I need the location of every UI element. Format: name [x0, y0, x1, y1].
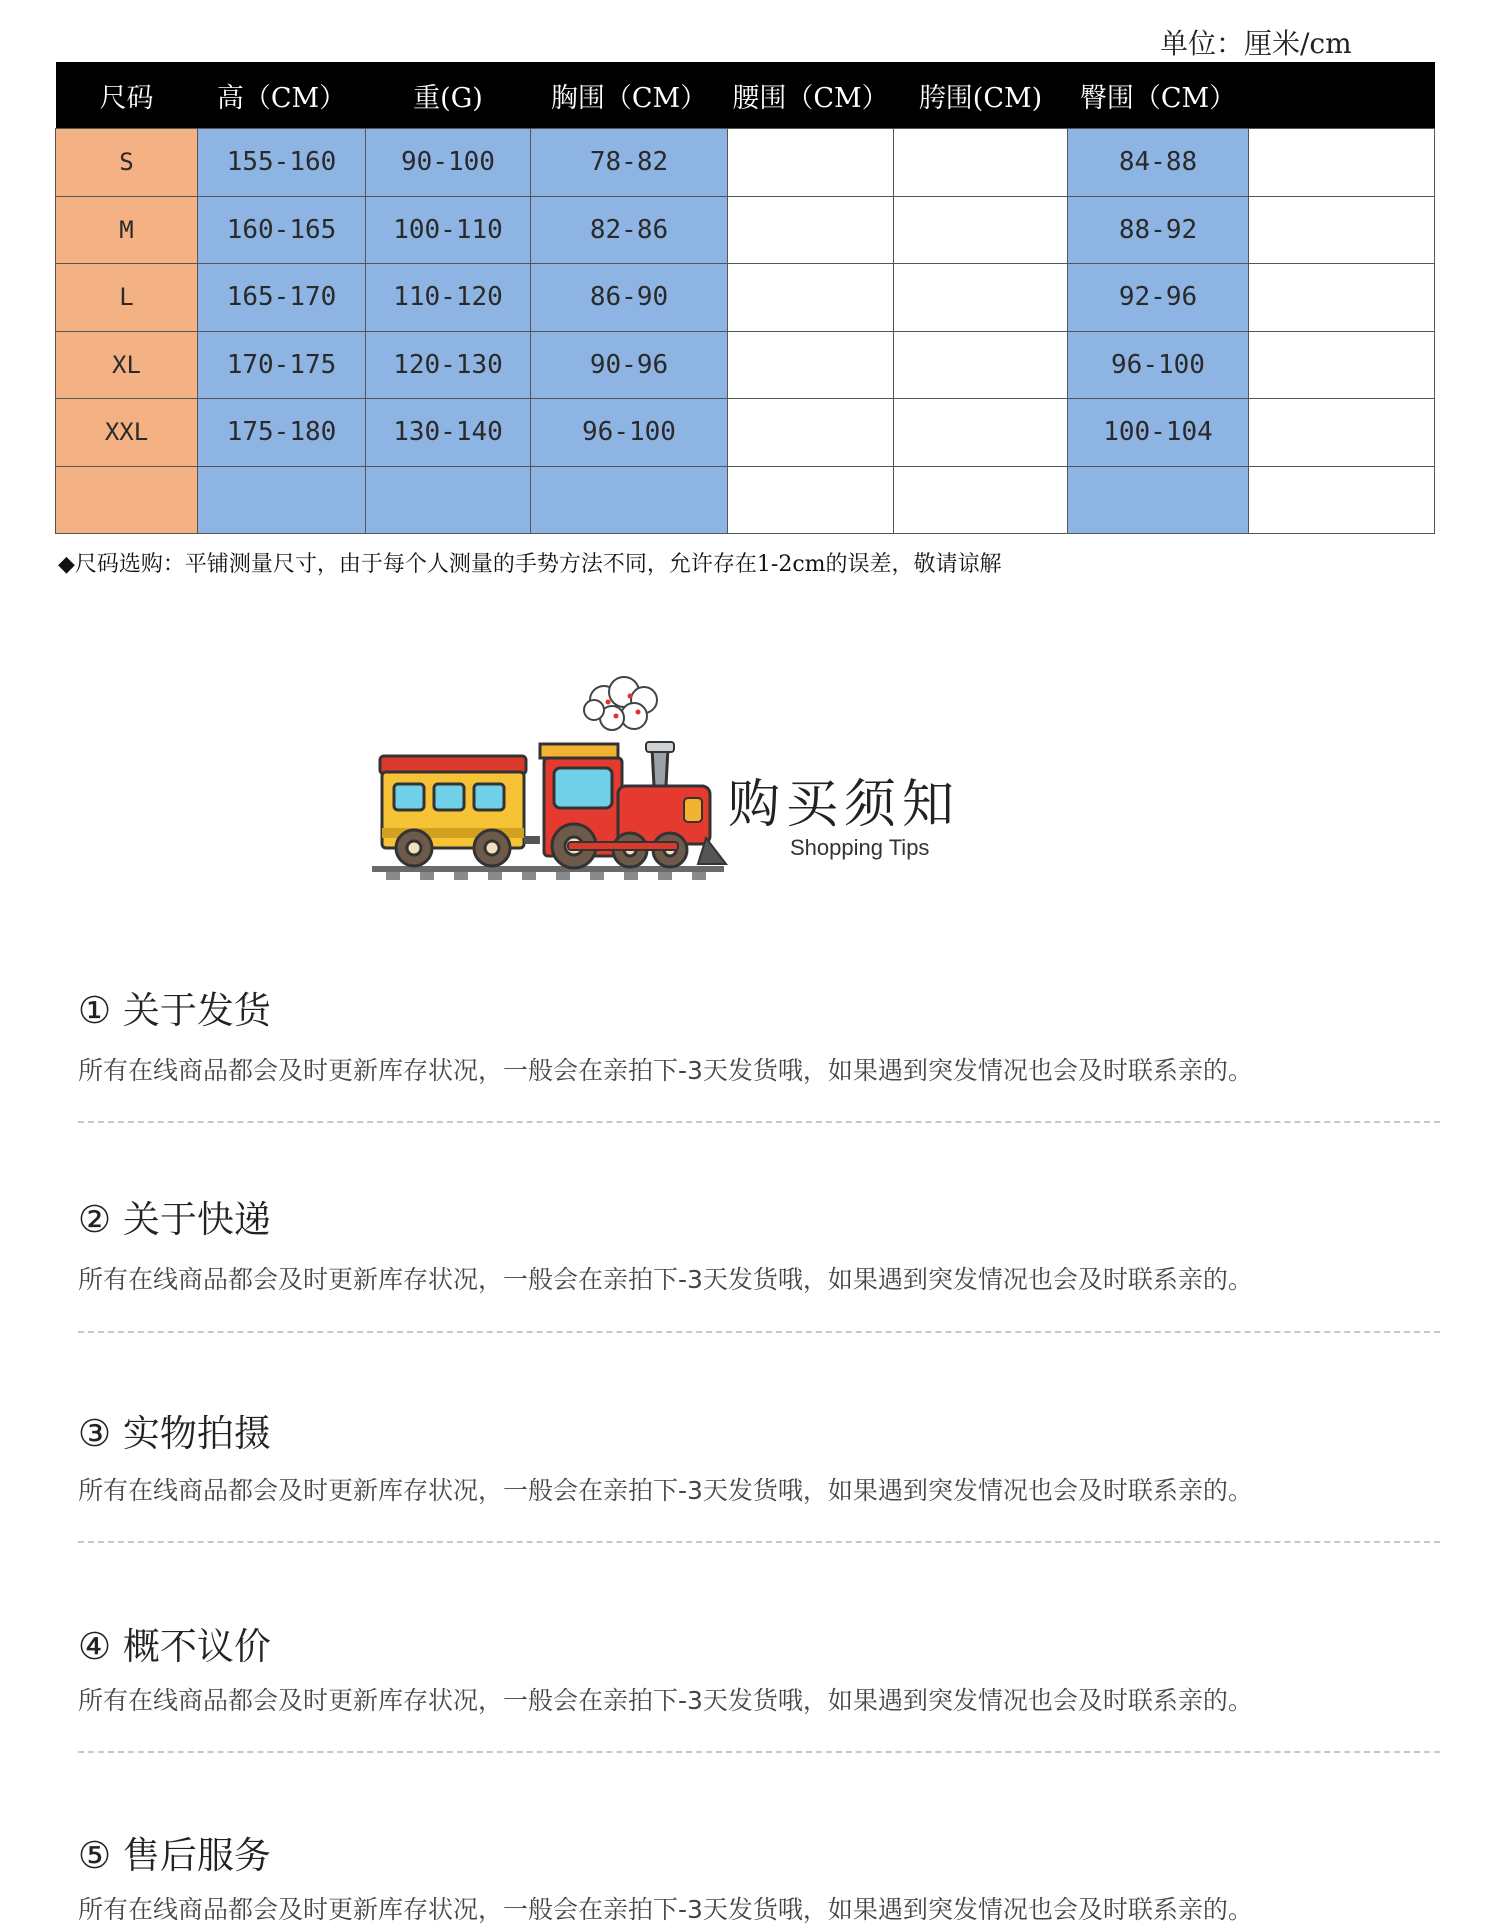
- weight-cell: 130-140: [366, 399, 531, 467]
- extra-cell: [1249, 264, 1435, 332]
- weight-cell: 100-110: [366, 196, 531, 264]
- hip-cell: 92-96: [1068, 264, 1249, 332]
- header-crotch: 胯围(CM): [894, 62, 1068, 129]
- waist-cell: [728, 466, 894, 534]
- size-cell: [56, 466, 198, 534]
- chest-cell: 78-82: [531, 129, 728, 197]
- shopping-tips-subtitle: Shopping Tips: [790, 835, 930, 860]
- chest-cell: 96-100: [531, 399, 728, 467]
- section-divider: [78, 1331, 1440, 1333]
- section-title-no-bargain: ④ 概不议价: [78, 1625, 271, 1668]
- section-body-after-sales: 所有在线商品都会及时更新库存状况，一般会在亲拍下-3天发货哦，如果遇到突发情况也会及时联系亲的。: [78, 1895, 1253, 1924]
- header-waist: 腰围（CM）: [728, 62, 894, 129]
- crotch-cell: [894, 129, 1068, 197]
- section-divider: [78, 1121, 1440, 1123]
- section-body-courier: 所有在线商品都会及时更新库存状况，一般会在亲拍下-3天发货哦，如果遇到突发情况也会及时联系亲的。: [78, 1265, 1253, 1294]
- size-cell: M: [56, 196, 198, 264]
- hip-cell: [1068, 466, 1249, 534]
- size-cell: XL: [56, 331, 198, 399]
- size-cell: L: [56, 264, 198, 332]
- size-chart-table: [55, 62, 1435, 534]
- section-title-shipping: ① 关于发货: [78, 989, 271, 1032]
- chest-cell: 82-86: [531, 196, 728, 264]
- unit-label: 单位：厘米/cm: [1160, 27, 1352, 60]
- crotch-cell: [894, 399, 1068, 467]
- weight-cell: 120-130: [366, 331, 531, 399]
- hip-cell: 88-92: [1068, 196, 1249, 264]
- table-row: [56, 466, 1435, 534]
- waist-cell: [728, 399, 894, 467]
- header-size: 尺码: [56, 62, 198, 129]
- size-table-header-row: [56, 62, 1435, 129]
- height-cell: 165-170: [198, 264, 366, 332]
- header-extra: [1249, 62, 1435, 129]
- height-cell: [198, 466, 366, 534]
- header-hip: 臀围（CM）: [1068, 62, 1249, 129]
- size-note: ◆尺码选购：平铺测量尺寸，由于每个人测量的手势方法不同，允许存在1-2cm的误差，敬请谅解: [58, 552, 1002, 577]
- height-cell: 155-160: [198, 129, 366, 197]
- crotch-cell: [894, 196, 1068, 264]
- table-row: [56, 264, 1435, 332]
- header-height: 高（CM）: [198, 62, 366, 129]
- size-cell: XXL: [56, 399, 198, 467]
- shopping-tips-title: 购买须知: [728, 775, 961, 835]
- height-cell: 175-180: [198, 399, 366, 467]
- hip-cell: 100-104: [1068, 399, 1249, 467]
- waist-cell: [728, 264, 894, 332]
- weight-cell: 90-100: [366, 129, 531, 197]
- crotch-cell: [894, 331, 1068, 399]
- section-divider: [78, 1751, 1440, 1753]
- section-title-after-sales: ⑤ 售后服务: [78, 1834, 271, 1877]
- hip-cell: 96-100: [1068, 331, 1249, 399]
- hip-cell: 84-88: [1068, 129, 1249, 197]
- extra-cell: [1249, 129, 1435, 197]
- section-title-photos: ③ 实物拍摄: [78, 1412, 271, 1455]
- crotch-cell: [894, 264, 1068, 332]
- section-divider: [78, 1541, 1440, 1543]
- extra-cell: [1249, 196, 1435, 264]
- table-row: [56, 196, 1435, 264]
- table-row: [56, 331, 1435, 399]
- table-row: [56, 399, 1435, 467]
- height-cell: 160-165: [198, 196, 366, 264]
- chest-cell: 90-96: [531, 331, 728, 399]
- extra-cell: [1249, 466, 1435, 534]
- crotch-cell: [894, 466, 1068, 534]
- waist-cell: [728, 196, 894, 264]
- weight-cell: [366, 466, 531, 534]
- section-body-photos: 所有在线商品都会及时更新库存状况，一般会在亲拍下-3天发货哦，如果遇到突发情况也会及时联系亲的。: [78, 1476, 1253, 1505]
- section-body-no-bargain: 所有在线商品都会及时更新库存状况，一般会在亲拍下-3天发货哦，如果遇到突发情况也会及时联系亲的。: [78, 1686, 1253, 1715]
- chest-cell: 86-90: [531, 264, 728, 332]
- height-cell: 170-175: [198, 331, 366, 399]
- section-body-shipping: 所有在线商品都会及时更新库存状况，一般会在亲拍下-3天发货哦，如果遇到突发情况也会及时联系亲的。: [78, 1056, 1253, 1085]
- section-title-courier: ② 关于快递: [78, 1198, 271, 1241]
- header-chest: 胸围（CM）: [531, 62, 728, 129]
- table-row: [56, 129, 1435, 197]
- extra-cell: [1249, 331, 1435, 399]
- weight-cell: 110-120: [366, 264, 531, 332]
- train-icon: [368, 676, 730, 888]
- waist-cell: [728, 129, 894, 197]
- size-cell: S: [56, 129, 198, 197]
- waist-cell: [728, 331, 894, 399]
- extra-cell: [1249, 399, 1435, 467]
- header-weight: 重(G): [366, 62, 531, 129]
- chest-cell: [531, 466, 728, 534]
